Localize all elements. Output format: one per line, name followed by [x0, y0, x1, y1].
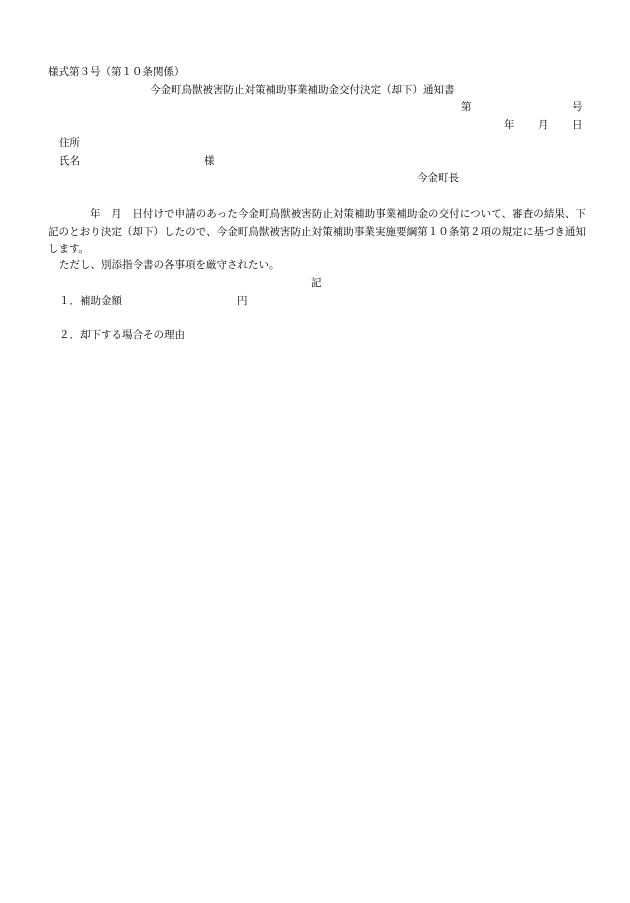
- record-heading: 記: [311, 277, 322, 289]
- body-note: ただし、別添指令書の各事項を厳守されたい。: [59, 259, 280, 271]
- item-rejection-reason: ２．却下する場合その理由: [59, 329, 185, 341]
- name-label: 氏名: [59, 155, 80, 167]
- number-suffix: 号: [572, 101, 583, 113]
- form-reference: 様式第３号（第１０条関係）: [48, 66, 185, 78]
- issuer: 今金町長: [417, 172, 459, 184]
- item-subsidy-unit: 円: [237, 295, 248, 307]
- body-text: 日付けで申請のあった今金町鳥獣被害防止対策補助事業補助金の交付について、審査の結果、下記のとおり決定（却下）したので、今金町鳥獣被害防止対策補助事業実施要綱第１０条第２項の規定に基づき通知します。: [48, 208, 587, 255]
- body-date-year: 年: [90, 208, 101, 220]
- date-month: 月: [538, 119, 549, 131]
- date-day: 日: [572, 119, 583, 131]
- number-prefix: 第: [461, 101, 472, 113]
- item-subsidy-amount: １．補助金額: [59, 295, 122, 307]
- address-label: 住所: [59, 137, 80, 149]
- body-date-month: 月: [111, 208, 122, 220]
- body-paragraph: [48, 206, 586, 259]
- document-title: 今金町鳥獣被害防止対策補助事業補助金交付決定（却下）通知書: [150, 84, 455, 96]
- date-year: 年: [504, 119, 515, 131]
- honorific: 様: [204, 155, 215, 167]
